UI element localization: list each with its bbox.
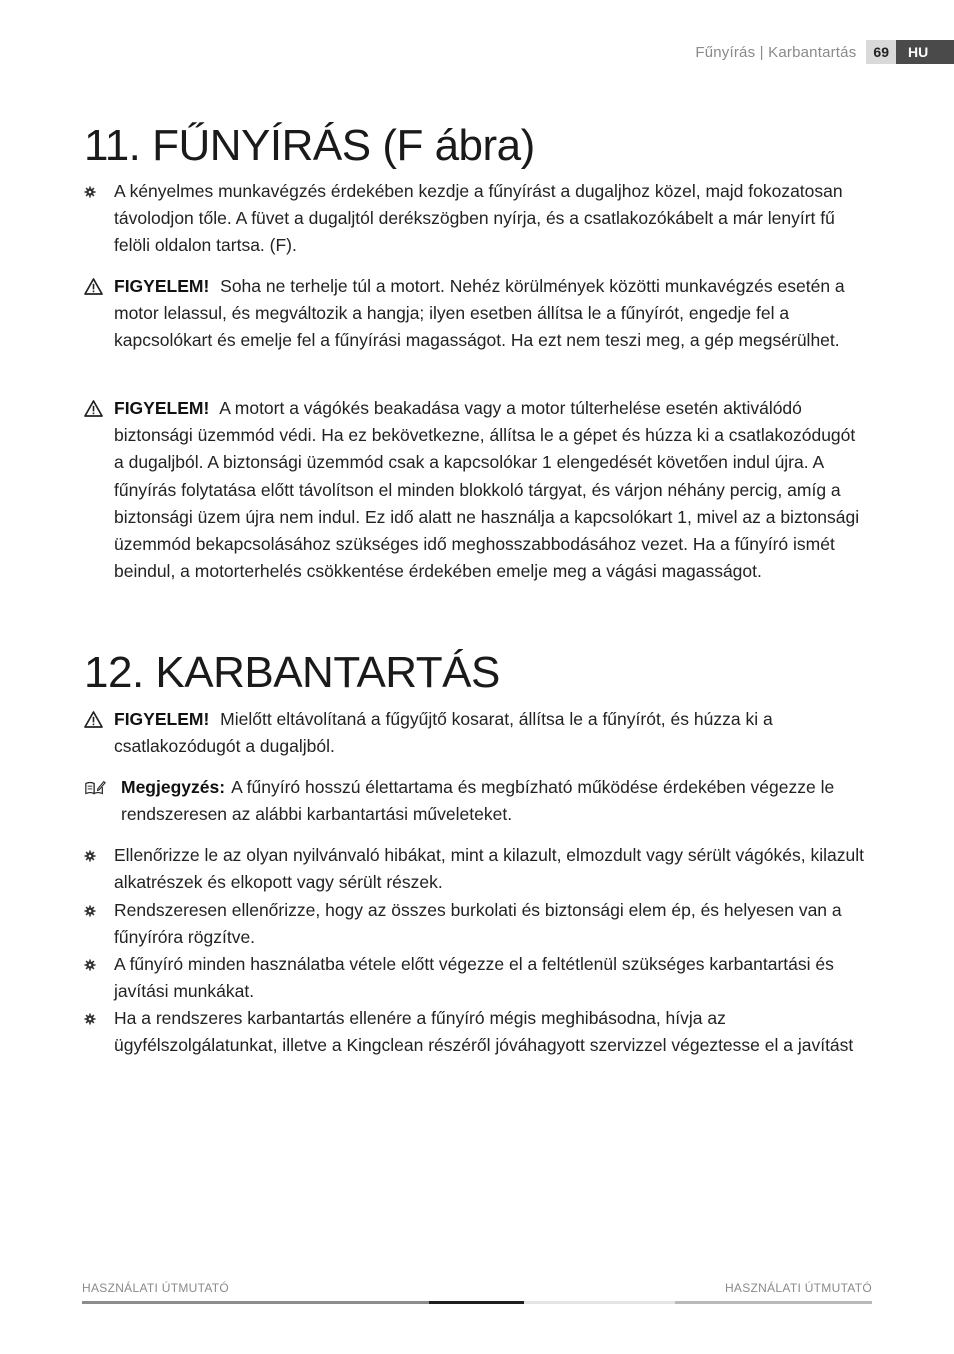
- footer-bar-segment: [675, 1301, 872, 1304]
- language-tab: HU: [896, 40, 954, 64]
- warning-triangle-icon: [84, 395, 106, 422]
- warning-label: FIGYELEM!: [114, 709, 210, 729]
- page-number: 69: [866, 40, 896, 64]
- bullet-text: Rendszeresen ellenőrizze, hogy az összes burkolati és biztonsági elem ép, és helyesen van a fűnyíróra rögzítve.: [114, 900, 842, 948]
- footer-bar-segment: [429, 1301, 524, 1304]
- section-12-title: 12. KARBANTARTÁS: [84, 648, 500, 697]
- warning-triangle-icon: [84, 273, 106, 300]
- maintenance-bullet: [84, 951, 869, 1005]
- warning-triangle-icon: [84, 706, 106, 733]
- warning-label: FIGYELEM!: [114, 276, 210, 296]
- gear-bullet-icon: [84, 897, 106, 924]
- note-text: A fűnyíró hosszú élettartama és megbízható működése érdekében végezze le rendszeresen az alábbi karbantartási műveleteket.: [121, 777, 835, 825]
- maintenance-bullet: [84, 842, 869, 896]
- bullet-text: A kényelmes munkavégzés érdekében kezdje a fűnyírást a dugaljhoz közel, majd fokozatosan távolodjon tőle. A füvet a dugaljtól derékszögben nyírja, és a csatlakozókábelt a már lenyírt fű felöli oldalon tartsa. (F).: [114, 181, 843, 256]
- bullet-text: Ellenőrizze le az olyan nyilvánvaló hibákat, mint a kilazult, elmozdult vagy sérült vágókés, kilazult alkatrészek és elkopott vagy sérült részek.: [114, 845, 864, 893]
- page-header: [695, 40, 954, 64]
- warning-maintenance: [84, 706, 869, 760]
- bullet-text: A fűnyíró minden használatba vétele előtt végezze el a feltétlenül szükséges karbantartási és javítási munkákat.: [114, 954, 834, 1002]
- footer-right-label: HASZNÁLATI ÚTMUTATÓ: [724, 1281, 872, 1295]
- gear-bullet-icon: [84, 951, 106, 978]
- maintenance-bullet: [84, 897, 869, 951]
- warning-label: FIGYELEM!: [114, 398, 210, 418]
- maintenance-bullet: [84, 1005, 869, 1059]
- open-book-pencil-icon: [84, 774, 106, 801]
- gear-bullet-icon: [84, 842, 106, 869]
- maintenance-note: [84, 774, 869, 828]
- footer-left-label: HASZNÁLATI ÚTMUTATÓ: [82, 1281, 230, 1295]
- header-title: Fűnyírás | Karbantartás: [695, 43, 857, 61]
- bullet-text: Ha a rendszeres karbantartás ellenére a fűnyíró mégis meghibásodna, hívja az ügyfélszolgálatunkat, illetve a Kingclean részéről jóváhagyott szervizzel végeztesse el a javítást: [114, 1008, 854, 1056]
- footer-bar-segment: [82, 1301, 429, 1304]
- footer-bar-segment: [524, 1301, 675, 1304]
- section-11-title: 11. FŰNYÍRÁS (F ábra): [84, 121, 535, 170]
- warning-safety-mode: [84, 395, 869, 585]
- warning-text: A motort a vágókés beakadása vagy a motor túlterhelése esetén aktiválódó biztonsági üzemmód védi. Ha ez bekövetkezne, állítsa le a gépet és húzza ki a csatlakozódugót a dugaljból. A biztonsági üzemmód csak a kapcsolókar 1 elengedését követően indul újra. A fűnyírás folytatása előtt távolítson el minden blokkoló tárgyat, és várjon néhány percig, amíg a biztonsági üzem újra nem indul. Ez idő alatt ne használja a kapcsolókart 1, mivel az a biztonsági üzemmód bekapcsolásához szükséges idő meghosszabbodásához vezet. Ha a fűnyíró ismét beindul, a motorterhelés csökkentése érdekében emelje meg a vágási magasságot.: [114, 398, 860, 582]
- note-label: Megjegyzés:: [121, 777, 226, 797]
- warning-text: Mielőtt eltávolítaná a fűgyűjtő kosarat, állítsa le a fűnyírót, és húzza ki a csatlakozódugót a dugaljból.: [114, 709, 773, 757]
- warning-overload: [84, 273, 869, 355]
- gear-bullet-icon: [84, 178, 106, 205]
- warning-text: Soha ne terhelje túl a motort. Nehéz körülmények közötti munkavégzés esetén a motor lelassul, és megváltozik a hangja; ilyen esetben állítsa le a fűnyírót, engedje fel a kapcsolókart és emelje fel a fűnyírási magasságot. Ha ezt nem teszi meg, a gép megsérülhet.: [114, 276, 845, 351]
- section-11-bullet: [84, 178, 869, 260]
- gear-bullet-icon: [84, 1005, 106, 1032]
